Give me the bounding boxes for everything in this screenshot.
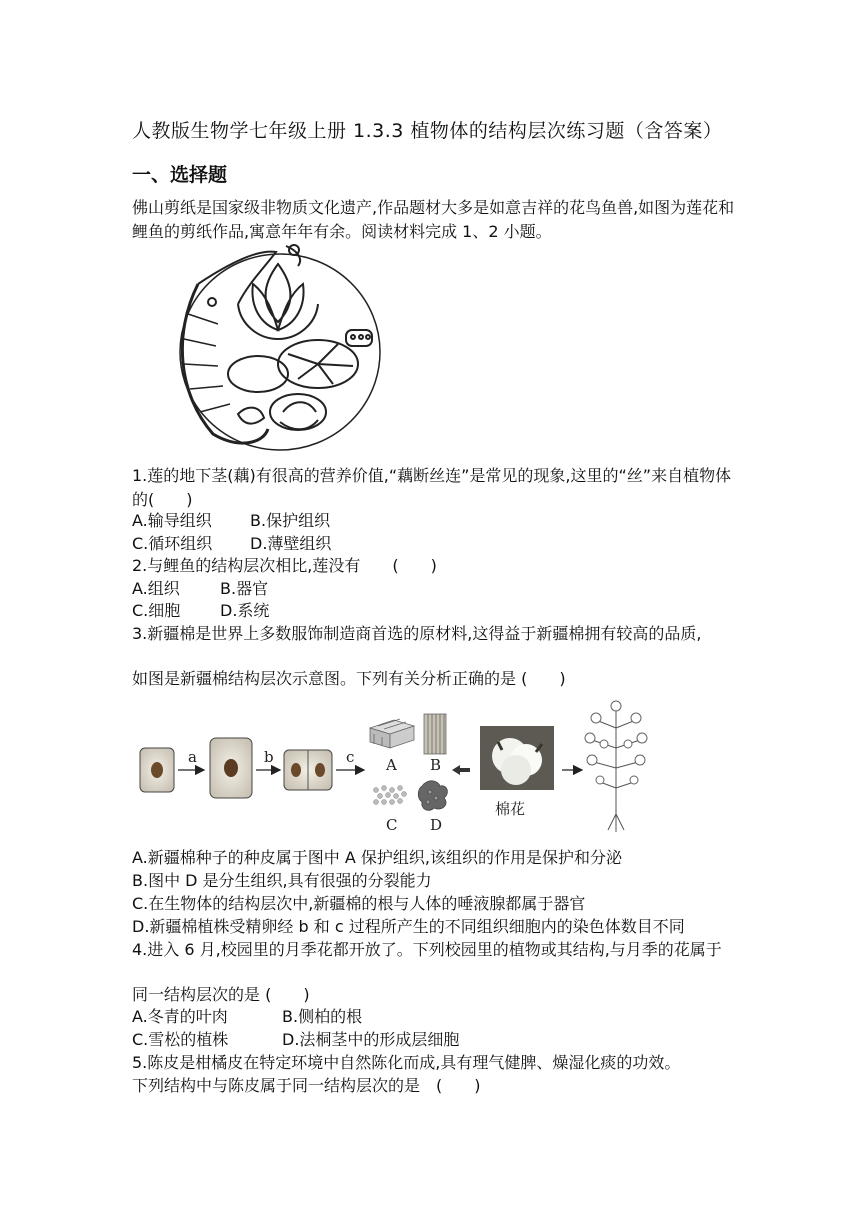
q4-option-c[interactable]: C.雪松的植株 [132,1030,229,1049]
intro-paragraph: 佛山剪纸是国家级非物质文化遗产,作品题材大多是如意吉祥的花鸟鱼兽,如图为莲花和鲤鱼的剪纸作品,寓意年年有余。阅读材料完成 1、2 小题。 [132,198,735,241]
cotton-hierarchy-figure [138,698,668,836]
question-1-options-row-1 [132,510,330,532]
question-4-options-row-2 [132,1029,459,1051]
step-a-label: a [188,748,197,766]
q4-option-d[interactable]: D.法桐茎中的形成层细胞 [282,1030,460,1049]
tissue-a-block [370,719,414,748]
question-4-stem-1: 4.进入 6 月,校园里的月季花都开放了。下列校园里的植物或其结构,与月季的花属于 [132,940,722,959]
question-1-stem: 1.莲的地下茎(藕)有很高的营养价值,“藕断丝连”是常见的现象,这里的“丝”来自植物体的( ) [132,466,732,509]
question-4-stem-2: 同一结构层次的是 ( ) [132,985,310,1004]
question-2-stem: 2.与鲤鱼的结构层次相比,莲没有 ( ) [132,556,437,575]
q1-option-b[interactable]: B.保护组织 [250,511,331,530]
step-c-label: c [346,748,355,766]
question-5-stem-1: 5.陈皮是柑橘皮在特定环境中自然陈化而成,具有理气健脾、燥湿化痰的功效。 [132,1053,681,1072]
q4-option-b[interactable]: B.侧柏的根 [282,1007,363,1026]
lotus-carp-papercut-image [168,244,390,456]
tissue-a-label: A [386,756,397,774]
q1-option-c[interactable]: C.循环组织 [132,534,213,553]
question-5-stem-2: 下列结构中与陈皮属于同一结构层次的是 ( ) [132,1076,481,1095]
q1-option-a[interactable]: A.输导组织 [132,511,212,530]
section-heading: 一、选择题 [132,164,228,186]
question-3-stem-2: 如图是新疆棉结构层次示意图。下列有关分析正确的是 ( ) [132,669,566,688]
q2-option-a[interactable]: A.组织 [132,579,180,598]
question-4-options-row-1 [132,1006,362,1028]
q1-option-d[interactable]: D.薄壁组织 [250,534,332,553]
tissue-c-block [374,786,407,805]
question-2-options-row-1 [132,578,268,600]
q2-option-c[interactable]: C.细胞 [132,601,181,620]
tissue-b-block [424,714,446,754]
q3-option-c[interactable]: C.在生物体的结构层次中,新疆棉的根与人体的唾液腺都属于器官 [132,894,586,913]
q3-option-a[interactable]: A.新疆棉种子的种皮属于图中 A 保护组织,该组织的作用是保护和分泌 [132,848,622,867]
question-1-options-row-2 [132,533,331,555]
q4-option-a[interactable]: A.冬青的叶肉 [132,1007,228,1026]
tissue-to-organ-arrow [452,765,470,775]
tissue-b-label: B [430,756,442,774]
tissue-c-label: C [386,816,398,834]
tissue-d-label: D [430,816,443,834]
q3-option-b[interactable]: B.图中 D 是分生组织,具有很强的分裂能力 [132,871,432,890]
question-2-options-row-2 [132,600,269,622]
organ-label: 棉花 [495,800,526,818]
cotton-plant-drawing [585,701,647,832]
page-title: 人教版生物学七年级上册 1.3.3 植物体的结构层次练习题（含答案） [132,120,723,142]
question-3-stem-1: 3.新疆棉是世界上多数服饰制造商首选的原材料,这得益于新疆棉拥有较高的品质, [132,624,702,643]
step-b-label: b [264,748,274,766]
tissue-d-block [418,781,447,811]
q3-option-d[interactable]: D.新疆棉植株受精卵经 b 和 c 过程所产生的不同组织细胞内的染色体数目不同 [132,917,685,936]
q2-option-b[interactable]: B.器官 [220,579,269,598]
q2-option-d[interactable]: D.系统 [220,601,270,620]
